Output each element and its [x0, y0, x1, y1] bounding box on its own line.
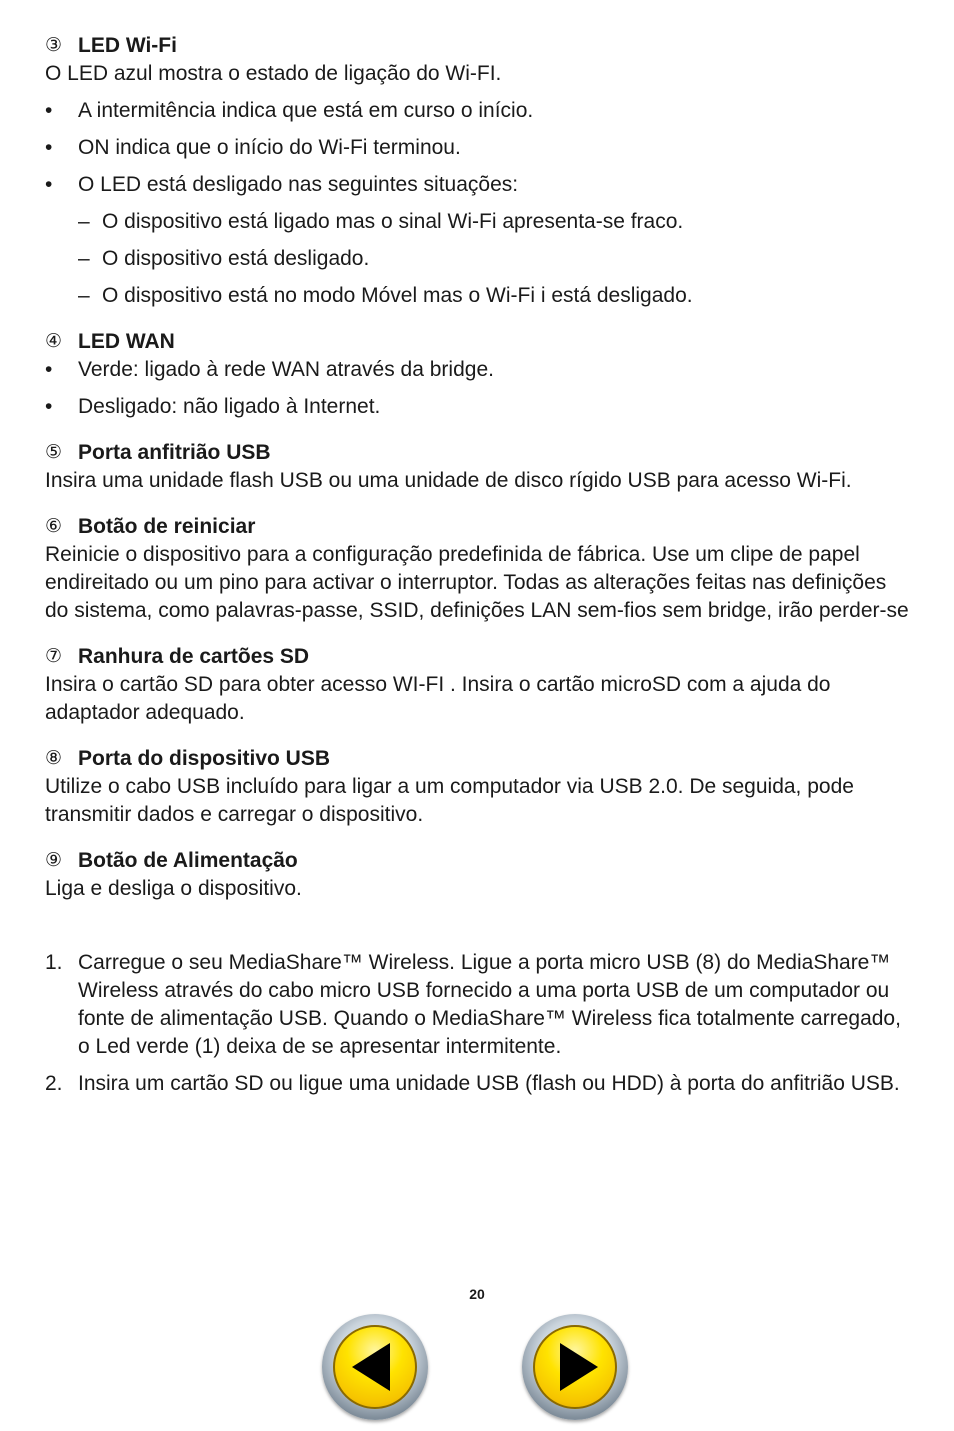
section-number: ④: [45, 331, 63, 352]
bullet-list: [45, 97, 915, 199]
bullet-symbol: •: [45, 358, 53, 381]
section-body: Utilize o cabo USB incluído para ligar a um computador via USB 2.0. De seguida, pode transmitir dados e carregar o dispositivo.: [45, 775, 854, 826]
section-number: ③: [45, 35, 63, 56]
section-heading: [45, 745, 915, 773]
previous-arrow-icon: [322, 1314, 428, 1420]
section-title: Botão de Alimentação: [78, 849, 298, 872]
section-power-button: [45, 847, 915, 903]
section-sd-card-slot: [45, 643, 915, 727]
list-item: [45, 97, 915, 125]
section-usb-device-port: [45, 745, 915, 829]
list-item-text: O dispositivo está ligado mas o sinal Wi-Fi apresenta-se fraco.: [102, 210, 684, 233]
list-item: [45, 245, 915, 273]
step-item: [45, 1070, 915, 1098]
list-item-text: A intermitência indica que está em curso o início.: [78, 99, 534, 122]
section-heading: [45, 513, 915, 541]
section-title: Porta anfitrião USB: [78, 441, 271, 464]
list-item: [45, 282, 915, 310]
list-item-text: ON indica que o início do Wi-Fi terminou.: [78, 136, 461, 159]
dash-list: [45, 208, 915, 310]
section-title: LED Wi-Fi: [78, 34, 177, 57]
section-heading: [45, 439, 915, 467]
document-page: [45, 32, 915, 1098]
section-number: ⑦: [45, 646, 63, 667]
step-text: Carregue o seu MediaShare™ Wireless. Ligue a porta micro USB (8) do MediaShare™ Wireless através do cabo micro USB fornecido a uma porta USB de um computador ou fonte de alimentação USB. Quando o MediaShare™ Wireless fica totalmente carregado, o Led verde (1) deixa de se apresentar intermitente.: [78, 951, 901, 1058]
section-reset-button: [45, 513, 915, 625]
section-body: Liga e desliga o dispositivo.: [45, 877, 302, 900]
section-body: Insira uma unidade flash USB ou uma unidade de disco rígido USB para acesso Wi-Fi.: [45, 469, 852, 492]
list-item-text: Verde: ligado à rede WAN através da bridge.: [78, 358, 494, 381]
list-item-text: O LED está desligado nas seguintes situações:: [78, 173, 519, 196]
section-heading: [45, 328, 915, 356]
step-number: 2.: [45, 1072, 63, 1095]
dash-symbol: –: [78, 210, 90, 233]
bullet-symbol: •: [45, 173, 53, 196]
bullet-list: [45, 356, 915, 421]
steps-list: [45, 949, 915, 1098]
list-item: [45, 356, 915, 384]
section-title: Ranhura de cartões SD: [78, 645, 310, 668]
section-title: Botão de reiniciar: [78, 515, 256, 538]
section-heading: [45, 847, 915, 875]
section-heading: [45, 643, 915, 671]
section-led-wifi: [45, 32, 915, 310]
next-arrow-icon: [522, 1314, 628, 1420]
previous-page-button[interactable]: [322, 1314, 428, 1420]
list-item-text: O dispositivo está desligado.: [102, 247, 370, 270]
list-item: [45, 171, 915, 199]
list-item-text: O dispositivo está no modo Móvel mas o Wi-Fi i está desligado.: [102, 284, 693, 307]
section-number: ⑥: [45, 516, 63, 537]
section-usb-host-port: [45, 439, 915, 495]
dash-symbol: –: [78, 247, 90, 270]
next-page-button[interactable]: [522, 1314, 628, 1420]
section-number: ⑧: [45, 748, 63, 769]
list-item-text: Desligado: não ligado à Internet.: [78, 395, 381, 418]
section-number: ⑤: [45, 442, 63, 463]
list-item: [45, 393, 915, 421]
bullet-symbol: •: [45, 99, 53, 122]
bullet-symbol: •: [45, 395, 53, 418]
section-led-wan: [45, 328, 915, 421]
bullet-symbol: •: [45, 136, 53, 159]
page-number: 20: [469, 1286, 485, 1302]
section-body: Insira o cartão SD para obter acesso WI-FI . Insira o cartão microSD com a ajuda do adaptador adequado.: [45, 673, 831, 724]
section-body: O LED azul mostra o estado de ligação do Wi-FI.: [45, 62, 502, 85]
section-title: Porta do dispositivo USB: [78, 747, 331, 770]
step-number: 1.: [45, 951, 63, 974]
section-body: Reinicie o dispositivo para a configuração predefinida de fábrica. Use um clipe de papel endireitado ou um pino para activar o interruptor. Todas as alterações feitas nas definições do sistema, como palavras-passe, SSID, definições LAN sem-fios sem bridge, irão perder-se: [45, 543, 909, 622]
step-text: Insira um cartão SD ou ligue uma unidade USB (flash ou HDD) à porta do anfitrião USB.: [78, 1072, 900, 1095]
dash-symbol: –: [78, 284, 90, 307]
section-title: LED WAN: [78, 330, 175, 353]
list-item: [45, 208, 915, 236]
section-number: ⑨: [45, 850, 63, 871]
section-heading: [45, 32, 915, 60]
step-item: [45, 949, 915, 1061]
list-item: [45, 134, 915, 162]
